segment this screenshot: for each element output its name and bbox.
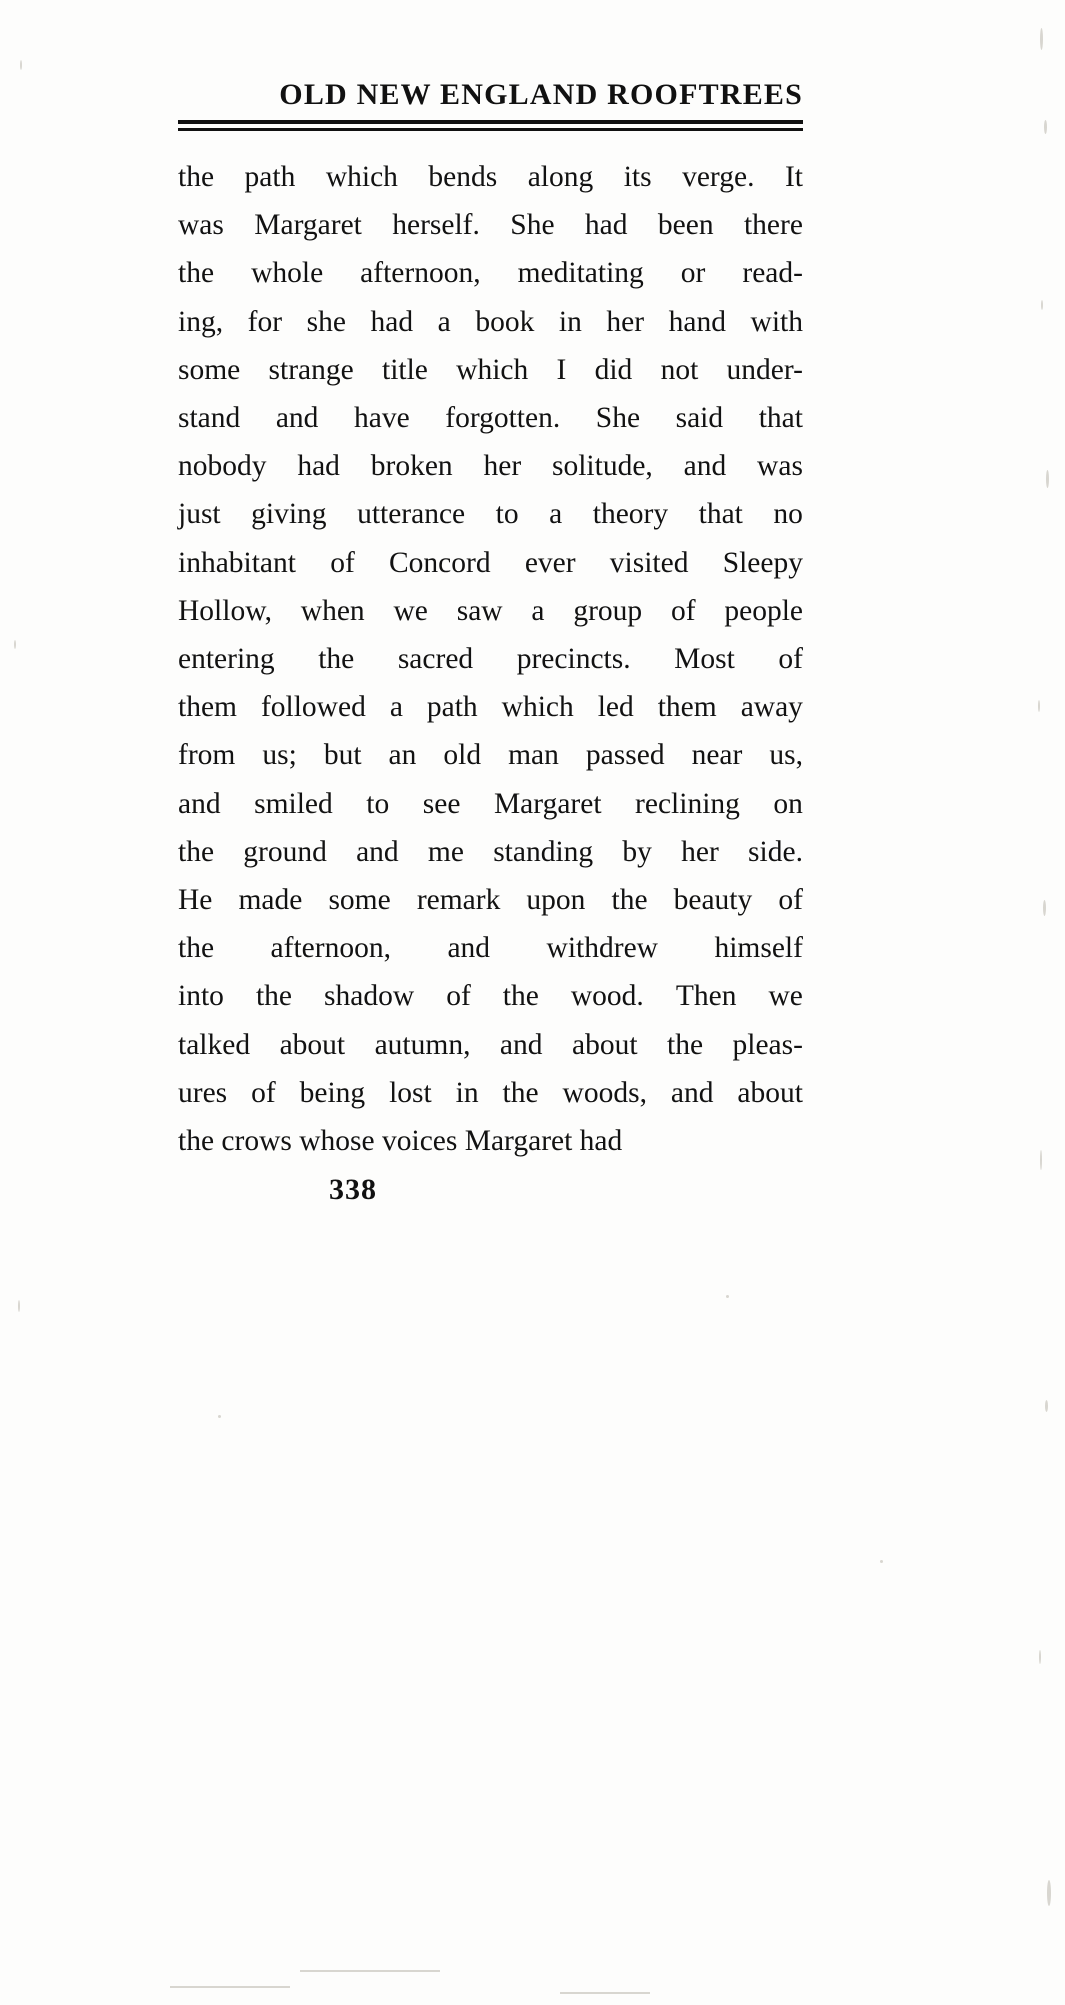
text-line: stand and have forgotten. She said that (178, 402, 803, 435)
text-line: ures of being lost in the woods, and about (178, 1076, 803, 1109)
scan-speckle (218, 1415, 221, 1418)
text-line: He made some remark upon the beauty of (178, 884, 803, 917)
page-content (178, 78, 803, 1207)
scan-speckle (14, 640, 16, 649)
scan-speckle (1040, 28, 1043, 50)
scan-speckle (18, 1300, 20, 1312)
text-line: the path which bends along its verge. It (178, 161, 803, 193)
scan-speckle (1047, 1880, 1051, 1906)
text-line: the afternoon, and withdrew himself (178, 932, 803, 965)
scan-speckle (20, 60, 22, 70)
text-line: ing, for she had a book in her hand with (178, 305, 803, 338)
scan-speckle (1044, 120, 1047, 134)
scan-speckle (1041, 300, 1043, 310)
scan-speckle (170, 1986, 290, 1988)
text-line: the crows whose voices Margaret had (178, 1125, 623, 1158)
scan-speckle (880, 1560, 883, 1563)
scan-speckle (726, 1295, 729, 1298)
text-line: was Margaret herself. She had been there (178, 209, 803, 242)
scan-speckle (1039, 1650, 1041, 1664)
scan-speckle (560, 1992, 650, 1994)
text-line: the ground and me standing by her side. (178, 835, 803, 868)
scan-speckle (1045, 1400, 1048, 1412)
text-line: nobody had broken her solitude, and was (178, 450, 803, 483)
scan-speckle (1038, 700, 1040, 712)
text-line: talked about autumn, and about the pleas- (178, 1028, 803, 1061)
text-line: them followed a path which led them away (178, 691, 803, 724)
text-line: into the shadow of the wood. Then we (178, 980, 803, 1013)
scan-speckle (300, 1970, 440, 1972)
running-head: OLD NEW ENGLAND ROOFTREES (279, 78, 803, 111)
text-line: just giving utterance to a theory that no (178, 498, 803, 531)
text-line: and smiled to see Margaret reclining on (178, 787, 803, 820)
text-line: Hollow, when we saw a group of people (178, 594, 803, 627)
text-line: entering the sacred precincts. Most of (178, 643, 803, 676)
page-number: 338 (329, 1173, 377, 1207)
text-line: the whole afternoon, meditating or read- (178, 257, 803, 290)
scan-speckle (1046, 470, 1049, 488)
header-double-rule (178, 120, 803, 131)
body-text-block (178, 153, 803, 1165)
scan-speckle (1043, 900, 1046, 916)
text-line: some strange title which I did not under- (178, 353, 803, 386)
scan-speckle (1040, 1150, 1042, 1170)
rule-bottom (178, 128, 803, 131)
text-line: inhabitant of Concord ever visited Sleepy (178, 546, 803, 579)
text-line: from us; but an old man passed near us, (178, 739, 803, 772)
